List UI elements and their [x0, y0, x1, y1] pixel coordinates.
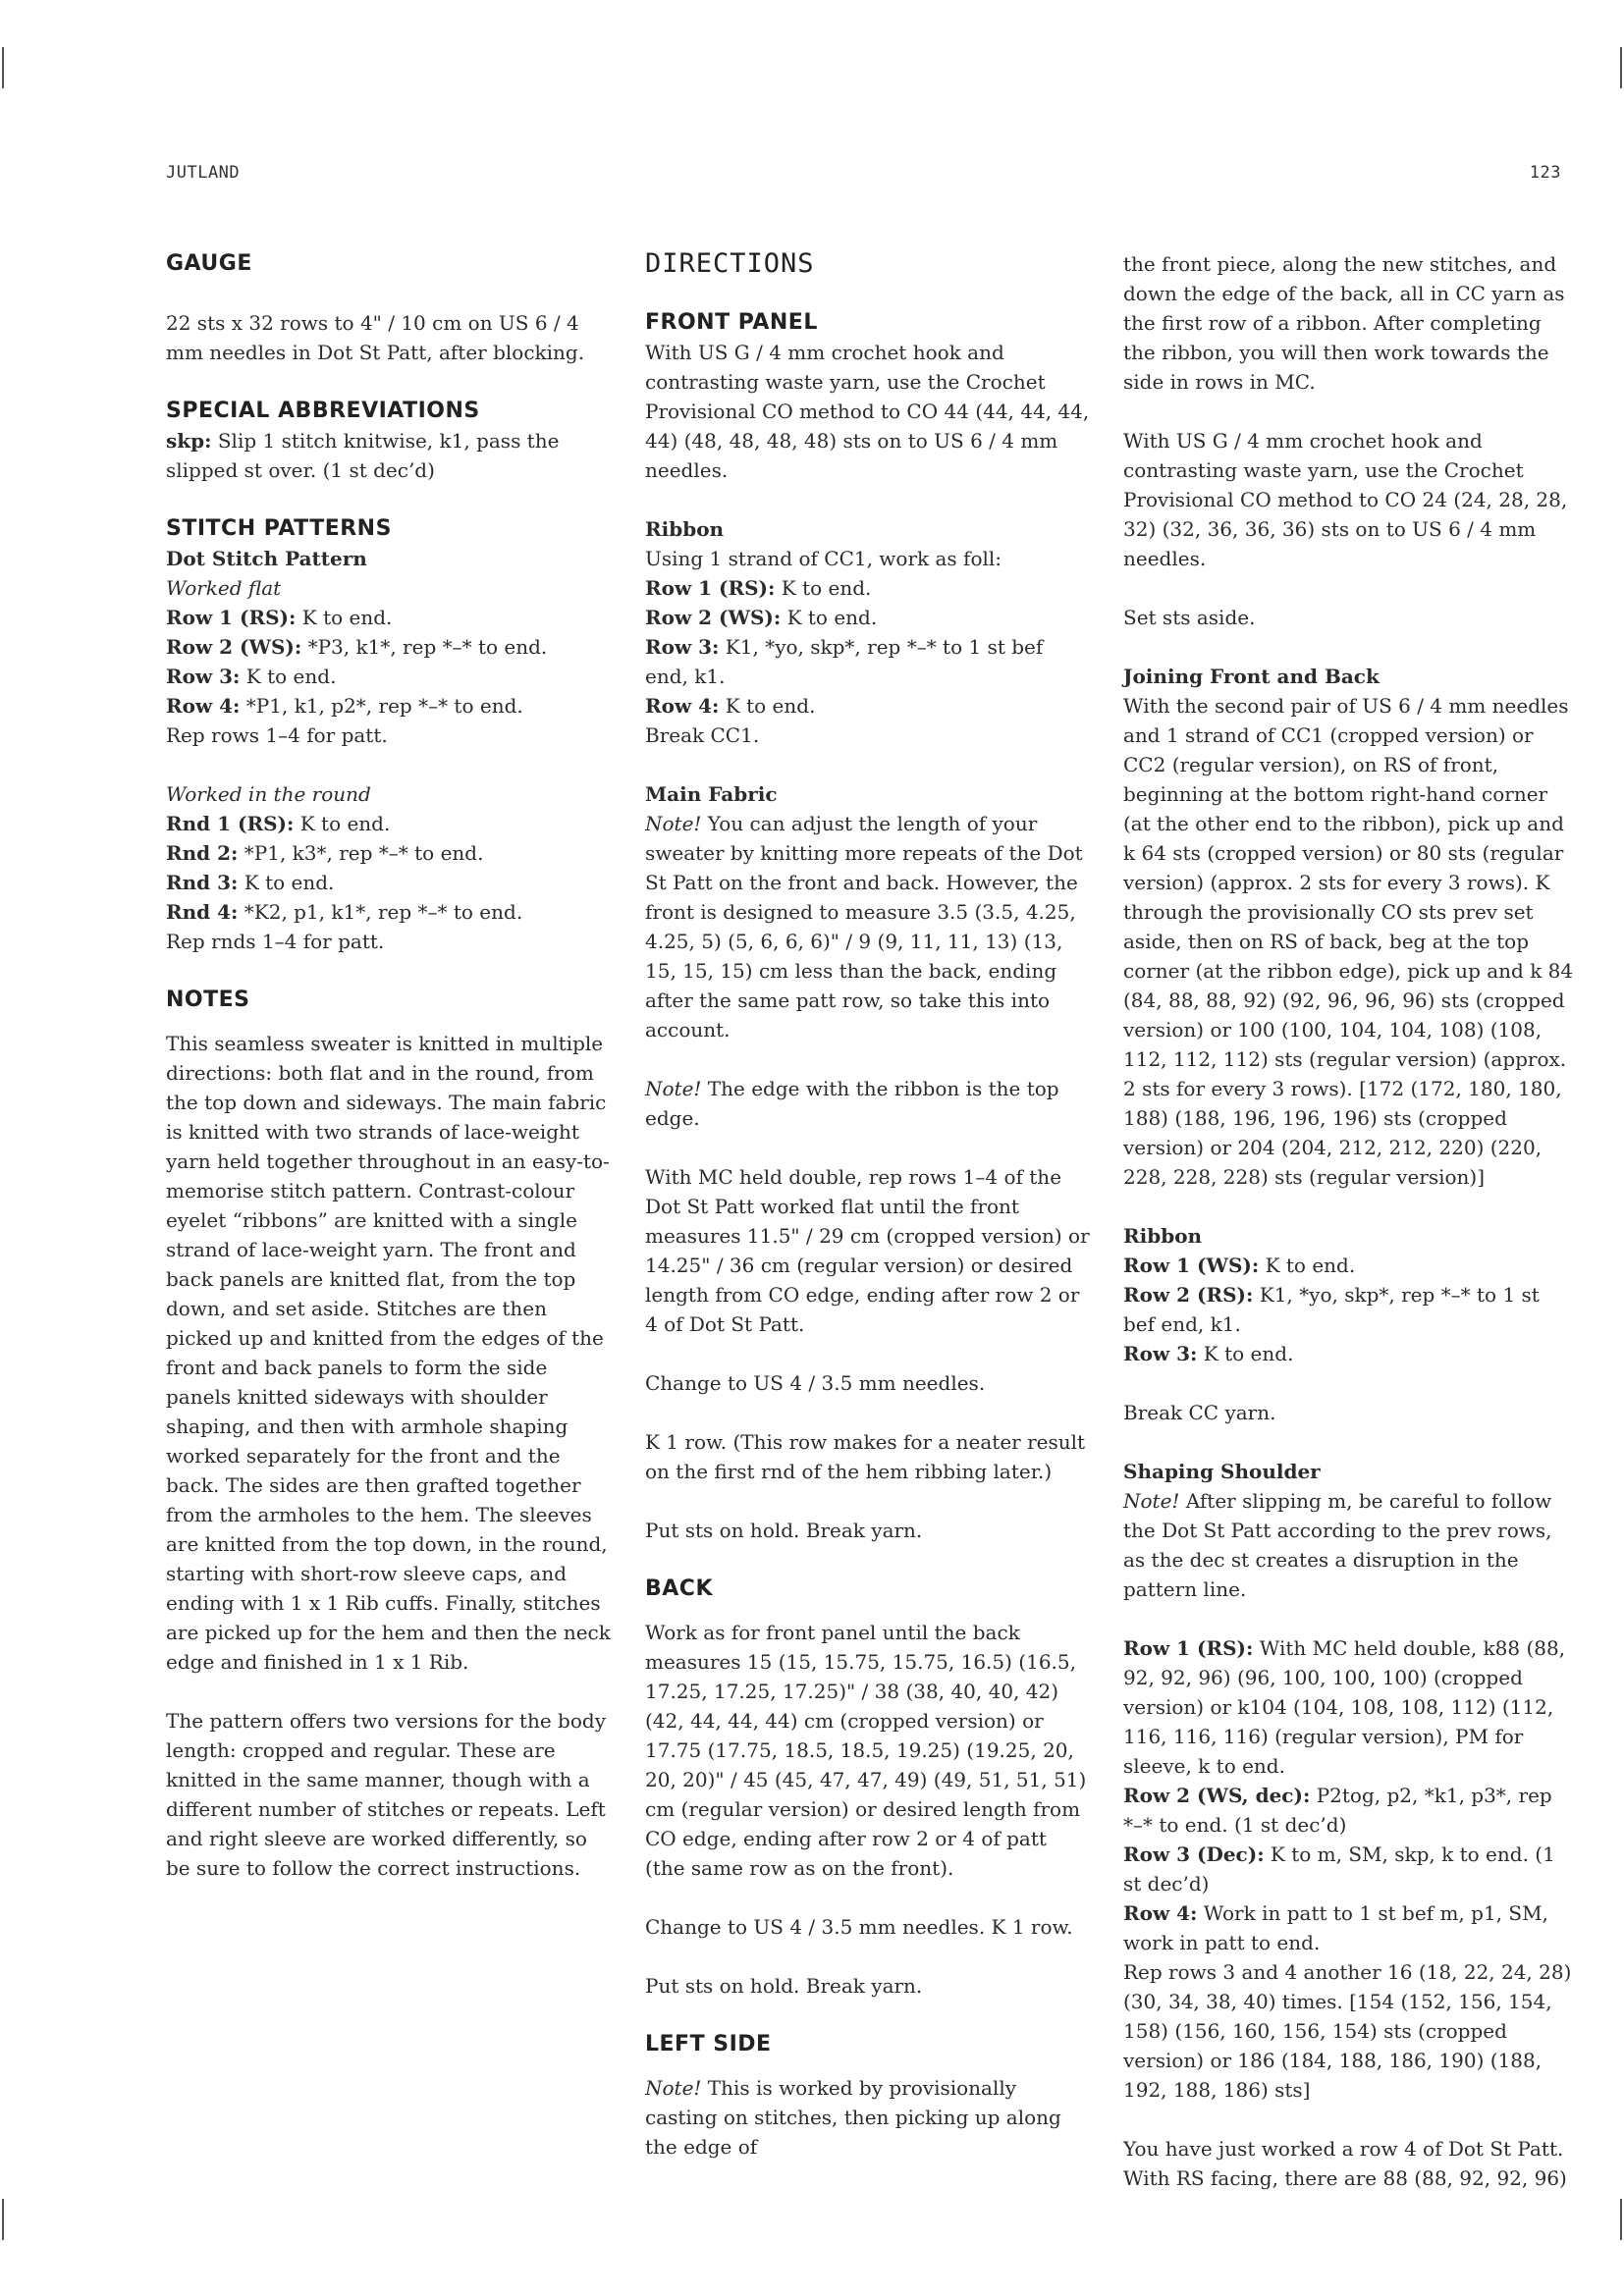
- note-label: Note!: [645, 812, 702, 835]
- row-text: K1, *yo, skp*, rep *–* to 1 st bef end, k1.: [645, 635, 1044, 688]
- row-text: K to end.: [240, 665, 337, 688]
- change-needles-text: Change to US 4 / 3.5 mm needles.: [645, 1371, 986, 1395]
- rnd-label: Rnd 3:: [166, 871, 239, 894]
- ribbon-row: [645, 603, 1092, 632]
- note-label: Note!: [1123, 1489, 1180, 1513]
- crop-mark-top-left: [2, 47, 4, 88]
- set-aside-text: Set sts aside.: [1123, 606, 1256, 629]
- note-text: This is worked by provisionally casting on stitches, then picking up along the edge of: [645, 2076, 1061, 2159]
- back-instructions: Work as for front panel until the back measures 15 (15, 15.75, 15.75, 16.5) (16.5, 17.25, 17.25, 17.25)" / 38 (38, 40, 40, 42) (42, 44, 44, 44) cm (cropped version) or 17.75 (17.75, 18.5, 18.5, 19.25) (19.25, 20, 20, 20)" / 45 (45, 47, 47, 49) (49, 51, 51, 51) cm (regular version) or desired length from CO edge, ending after row 2 or 4 of patt (the same row as on the front).: [645, 1621, 1087, 1880]
- row-label: Row 2 (RS):: [1123, 1283, 1254, 1307]
- ribbon-edge-note: [645, 1074, 1092, 1133]
- row-label: Row 4:: [645, 694, 720, 718]
- crop-mark-bottom-right: [1620, 2199, 1622, 2240]
- ribbon-row: [645, 691, 1092, 721]
- directions-heading: DIRECTIONS: [645, 248, 815, 279]
- round-row: [166, 868, 613, 897]
- back-heading: BACK: [645, 1576, 713, 1601]
- row-text: K1, *yo, skp*, rep *–* to 1 st bef end, k1.: [1123, 1283, 1540, 1336]
- note-text: The edge with the ribbon is the top edge.: [645, 1077, 1059, 1130]
- row-text: *P3, k1*, rep *–* to end.: [301, 635, 548, 659]
- column-left: [166, 249, 613, 1883]
- round-row: [166, 809, 613, 838]
- flat-repeat: Rep rows 1–4 for patt.: [166, 723, 388, 747]
- rnd-text: *K2, p1, k1*, rep *–* to end.: [238, 900, 523, 924]
- ribbon-row: [645, 632, 1092, 691]
- worked-flat-label: Worked flat: [166, 576, 282, 600]
- row-text: K to m, SM, skp, k to end. (1 st dec’d): [1123, 1842, 1555, 1896]
- put-on-hold-text: Put sts on hold. Break yarn.: [645, 1519, 923, 1542]
- ribbon-row: [1123, 1339, 1577, 1368]
- rnd-label: Rnd 1 (RS):: [166, 812, 295, 835]
- row-text: Work in patt to 1 st bef m, p1, SM, work in patt to end.: [1123, 1901, 1548, 1954]
- front-cast-on-text: With US G / 4 mm crochet hook and contrasting waste yarn, use the Crochet Provisional CO method to CO 44 (44, 44, 44, 44) (48, 48, 48, 48) sts on to US 6 / 4 mm needles.: [645, 341, 1090, 482]
- dot-stitch-title: Dot Stitch Pattern: [166, 547, 367, 570]
- joining-instructions: With the second pair of US 6 / 4 mm needles and 1 strand of CC1 (cropped version) or CC2 (regular version), on RS of front, beginning at the bottom right-hand corner (at the other end to the ribbon), pick up and k 64 sts (cropped version) or 80 sts (regular version) (approx. 2 sts for every 3 rows). K through the provisionally CO sts prev set aside, then on RS of back, beg at the top corner (at the ribbon edge), pick up and k 84 (84, 88, 88, 92) (92, 96, 96, 96) sts (cropped version) or 100 (100, 104, 104, 108) (108, 112, 112, 112) sts (regular version) (approx. 2 sts for every 3 rows). [172 (172, 180, 180, 188) (188, 196, 196, 196) sts (cropped version) or 204 (204, 212, 212, 220) (220, 228, 228, 228) sts (regular version)]: [1123, 694, 1574, 1189]
- stitch-patterns-heading: STITCH PATTERNS: [166, 516, 392, 541]
- row-text: K to end.: [296, 606, 393, 629]
- ribbon-row: [1123, 1251, 1577, 1280]
- shaping-row: [1123, 1633, 1577, 1781]
- break-cc-text: Break CC yarn.: [1123, 1401, 1276, 1424]
- row-label: Row 4:: [166, 694, 241, 718]
- ribbon-title: Ribbon: [645, 517, 725, 541]
- front-panel-heading: FRONT PANEL: [645, 310, 818, 335]
- left-side-heading: LEFT SIDE: [645, 2032, 772, 2056]
- round-repeat: Rep rnds 1–4 for patt.: [166, 930, 385, 953]
- flat-row: [166, 691, 613, 721]
- rnd-text: K to end.: [238, 871, 335, 894]
- ribbon-title: Ribbon: [1123, 1224, 1203, 1248]
- skp-text: Slip 1 stitch knitwise, k1, pass the slipped st over. (1 st dec’d): [166, 429, 560, 482]
- row-label: Row 3:: [645, 635, 720, 659]
- skp-definition: [166, 426, 613, 485]
- row-text: *P1, k1, p2*, rep *–* to end.: [240, 694, 523, 718]
- worked-round-label: Worked in the round: [166, 782, 371, 806]
- row-text: K to end.: [719, 694, 816, 718]
- note-label: Note!: [645, 1077, 702, 1100]
- row-text: K to end.: [781, 606, 878, 629]
- shaping-row: [1123, 1840, 1577, 1898]
- row-label: Row 1 (RS):: [645, 576, 776, 600]
- ribbon-intro: Using 1 strand of CC1, work as foll:: [645, 547, 1002, 570]
- note-label: Note!: [645, 2076, 702, 2100]
- gauge-text: 22 sts x 32 rows to 4" / 10 cm on US 6 / 4 mm needles in Dot St Patt, after blocking.: [166, 311, 585, 364]
- round-row: [166, 838, 613, 868]
- row-label: Row 1 (RS):: [1123, 1636, 1254, 1660]
- final-text: You have just worked a row 4 of Dot St Patt. With RS facing, there are 88 (88, 92, 92, 96): [1123, 2137, 1567, 2190]
- row-label: Row 1 (WS):: [1123, 1254, 1260, 1277]
- ribbon-row: [1123, 1280, 1577, 1339]
- k1-row-text: K 1 row. (This row makes for a neater result on the first rnd of the hem ribbing later.): [645, 1430, 1086, 1483]
- flat-row: [166, 632, 613, 662]
- back-put-on-hold: Put sts on hold. Break yarn.: [645, 1974, 923, 1998]
- left-side-continued: the front piece, along the new stitches, and down the edge of the back, all in CC yarn as the first row of a ribbon. After completing the ribbon, you will then work towards the side in rows in MC.: [1123, 252, 1565, 394]
- row-label: Row 3:: [1123, 1342, 1198, 1365]
- rnd-text: K to end.: [294, 812, 391, 835]
- left-side-cast-on: With US G / 4 mm crochet hook and contrasting waste yarn, use the Crochet Provisional CO method to CO 24 (24, 28, 28, 32) (32, 36, 36, 36) sts on to US 6 / 4 mm needles.: [1123, 429, 1568, 570]
- abbrev-heading: SPECIAL ABBREVIATIONS: [166, 399, 480, 423]
- row-label: Row 3:: [166, 665, 241, 688]
- rnd-label: Rnd 4:: [166, 900, 239, 924]
- row-text: K to end.: [1259, 1254, 1356, 1277]
- column-right: [1123, 249, 1577, 2193]
- row-text: With MC held double, k88 (88, 92, 92, 96) (96, 100, 100, 100) (cropped version) or k104 (104, 108, 108, 112) (112, 116, 116, 116) (regular version), PM for sleeve, k to end.: [1123, 1636, 1566, 1778]
- rnd-label: Rnd 2:: [166, 841, 239, 865]
- rnd-text: *P1, k3*, rep *–* to end.: [238, 841, 484, 865]
- joining-title: Joining Front and Back: [1123, 665, 1380, 688]
- column-middle: [645, 249, 1092, 2162]
- notes-paragraph-1: This seamless sweater is knitted in multiple directions: both flat and in the round, from the top down and sideways. The main fabric is knitted with two strands of lace-weight yarn held together throughout in an easy-to-memorise stitch pattern. Contrast-colour eyelet “ribbons” are knitted with a single strand of lace-weight yarn. The front and back panels are knitted flat, from the top down, and set aside. Stitches are then picked up and knitted from the edges of the front and back panels to form the side panels knitted sideways with shoulder shaping, and then with armhole shaping worked separately for the front and the back. The sides are then grafted together from the armholes to the hem. The sleeves are knitted from the top down, in the round, starting with short-row sleeve caps, and ending with 1 x 1 Rib cuffs. Finally, stitches are picked up for the hem and then the neck edge and finished in 1 x 1 Rib.: [166, 1032, 611, 1674]
- left-side-note: [645, 2073, 1092, 2162]
- skp-label: skp:: [166, 429, 212, 453]
- back-change-needles: Change to US 4 / 3.5 mm needles. K 1 row.: [645, 1915, 1073, 1939]
- flat-row: [166, 603, 613, 632]
- round-row: [166, 897, 613, 927]
- main-fabric-note: [645, 809, 1092, 1044]
- running-head-title: JUTLAND: [166, 163, 241, 183]
- crop-mark-top-right: [1620, 47, 1622, 88]
- row-label: Row 1 (RS):: [166, 606, 297, 629]
- gauge-heading: GAUGE: [166, 251, 252, 276]
- ribbon-break: Break CC1.: [645, 723, 760, 747]
- main-fabric-title: Main Fabric: [645, 782, 778, 806]
- shaping-note: [1123, 1486, 1577, 1604]
- mc-instructions: With MC held double, rep rows 1–4 of the Dot St Patt worked flat until the front measures 11.5" / 29 cm (cropped version) or 14.25" / 36 cm (regular version) or desired length from CO edge, ending after row 2 or 4 of Dot St Patt.: [645, 1165, 1090, 1336]
- notes-paragraph-2: The pattern offers two versions for the body length: cropped and regular. These are knitted in the same manner, though with a different number of stitches or repeats. Left and right sleeve are worked differently, so be sure to follow the correct instructions.: [166, 1709, 606, 1880]
- crop-mark-bottom-left: [2, 2199, 4, 2240]
- flat-row: [166, 662, 613, 691]
- notes-heading: NOTES: [166, 988, 250, 1012]
- page-number: 123: [1529, 163, 1561, 183]
- ribbon-row: [645, 573, 1092, 603]
- shaping-shoulder-title: Shaping Shoulder: [1123, 1460, 1321, 1483]
- row-label: Row 2 (WS):: [166, 635, 302, 659]
- row-label: Row 2 (WS, dec):: [1123, 1784, 1311, 1807]
- note-text: You can adjust the length of your sweater by knitting more repeats of the Dot St Patt on the front and back. However, the front is designed to measure 3.5 (3.5, 4.25, 4.25, 5) (5, 6, 6, 6)" / 9 (9, 11, 11, 13) (13, 15, 15, 15) cm less than the back, ending after the same patt row, so take this into account.: [645, 812, 1083, 1041]
- note-text: After slipping m, be careful to follow the Dot St Patt according to the prev rows, as the dec st creates a disruption in the pattern line.: [1123, 1489, 1552, 1601]
- shaping-row: [1123, 1781, 1577, 1840]
- row-text: P2tog, p2, *k1, p3*, rep *–* to end. (1 st dec’d): [1123, 1784, 1552, 1837]
- shaping-row: [1123, 1898, 1577, 1957]
- row-text: K to end.: [1197, 1342, 1294, 1365]
- row-label: Row 3 (Dec):: [1123, 1842, 1265, 1866]
- repeat-text: Rep rows 3 and 4 another 16 (18, 22, 24, 28) (30, 34, 38, 40) times. [154 (152, 156, 154, 158) (156, 160, 156, 154) sts (cropped version) or 186 (184, 188, 186, 190) (188, 192, 188, 186) sts]: [1123, 1960, 1572, 2102]
- row-label: Row 4:: [1123, 1901, 1198, 1925]
- row-text: K to end.: [775, 576, 872, 600]
- row-label: Row 2 (WS):: [645, 606, 782, 629]
